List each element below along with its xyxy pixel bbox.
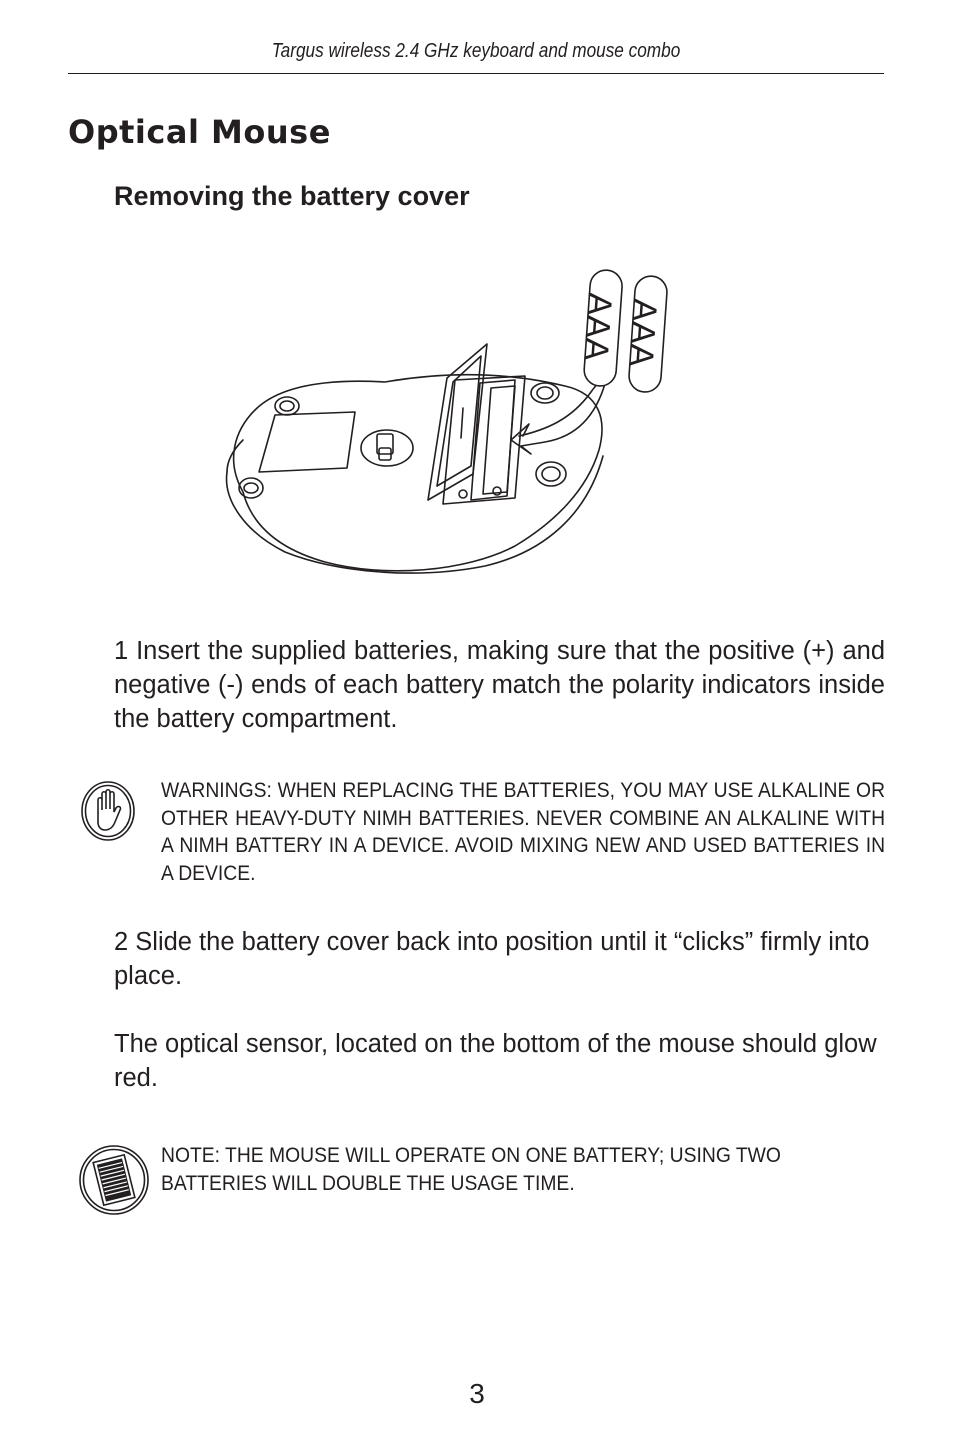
- running-header: Targus wireless 2.4 GHz keyboard and mouse combo: [271, 40, 681, 62]
- note-text: NOTE: THE MOUSE WILL OPERATE ON ONE BATTERY; USING TWO BATTERIES WILL DOUBLE THE USAGE TIME.: [161, 1144, 781, 1195]
- subsection-title: Removing the battery cover: [114, 181, 470, 211]
- sensor-text: The optical sensor, located on the bottom of the mouse should glow red.: [114, 1030, 877, 1092]
- section-title: Optical Mouse: [68, 113, 331, 151]
- mouse-body-outline: [234, 375, 602, 571]
- page-number: 3: [469, 1378, 485, 1409]
- notepad-note-icon: [78, 1144, 150, 1216]
- foot-top-right: [531, 383, 559, 403]
- foot-bottom-left: [239, 478, 263, 498]
- foot-bottom-right: [536, 462, 566, 486]
- step-2-text: 2 Slide the battery cover back into position until it “clicks” firmly into place.: [114, 928, 870, 990]
- battery-cover-flap: [428, 344, 487, 500]
- mouse-side-edge: [227, 456, 603, 573]
- step-1-text: 1 Insert the supplied batteries, making sure that the positive (+) and negative (-) ends of each battery match the polarity indicators inside the battery compartment.: [114, 637, 885, 733]
- insert-arrow: [511, 376, 607, 454]
- foot-top-left: [275, 397, 299, 415]
- label-sticker: [259, 412, 355, 472]
- battery-label-right: AAA: [621, 297, 664, 368]
- warning-text: WARNINGS: WHEN REPLACING THE BATTERIES, YOU MAY USE ALKALINE OR OTHER HEAVY-DUTY NIMH BATTERIES. NEVER COMBINE AN ALKALINE WITH A NIMH BATTERY IN A DEVICE. AVOID MIXING NEW AND USED BATTERIES IN A DEVICE.: [161, 779, 886, 885]
- hand-warning-icon: [80, 780, 136, 842]
- header-rule: [68, 73, 884, 74]
- mouse-battery-illustration: [215, 260, 695, 590]
- battery-label-left: AAA: [576, 291, 619, 362]
